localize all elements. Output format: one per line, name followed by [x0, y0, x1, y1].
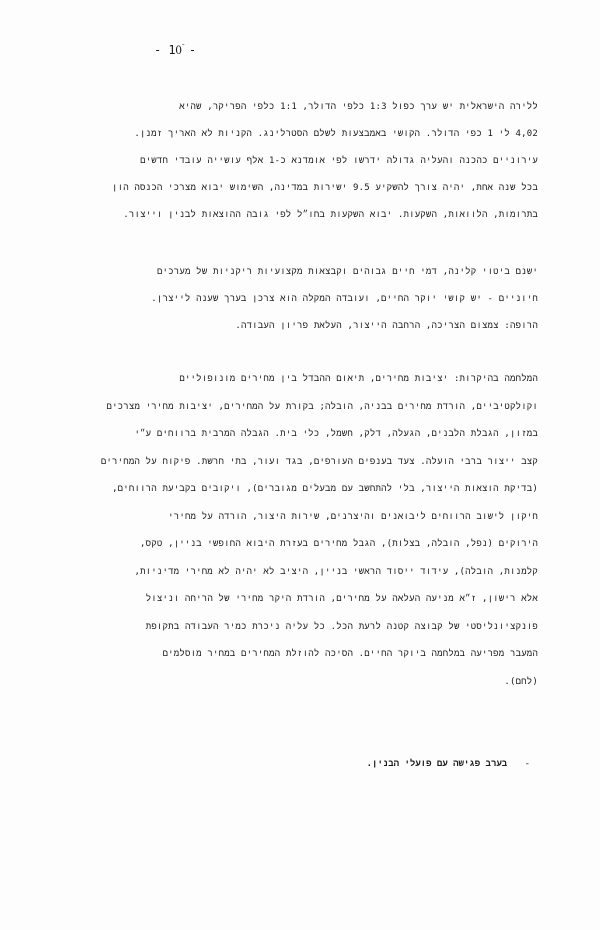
- text-line: ישנם ביטוי קלינה, דמי חיים גבוהים וקבצאות מקצועיות ריקניות של מערכים: [156, 267, 538, 277]
- text-line: חיקון לישוב הרווחים ליבואנים והיצרנים, שירות היצור, הורדה על מחירי: [168, 511, 538, 522]
- text-line: אלא רישון, ז״א מניעה העלאה על מחירים, הורדת היקר מחירי של הריחה וניצול: [145, 594, 538, 604]
- page-number: - 10ٙ -: [153, 43, 197, 57]
- paragraph-cost-of-living: [32, 265, 538, 346]
- text-line: ללירה הישראלית יש ערך כפול 1:3 כלפי הדולר, 1:1 כלפי הפריקר, שהיא: [179, 102, 538, 112]
- text-line: (לחם).: [504, 676, 538, 687]
- text-line: קלמנות, הובלה), עידוד ייסוד הראשי בניין, היציב לא יהיה לא מחירי מדיניות,: [134, 566, 538, 577]
- text-line: בכל שנה אחת, יהיה צורך להשקיע 9.5 ישירות במדינה, השימוש יבוא מצרכי הכנסה הון: [112, 183, 538, 193]
- closing-note: [367, 757, 530, 771]
- text-line: המעבר מפריעה במלחמה ביוקר החיים. הסיכה להוזלת המחירים במחיר מוסלמים: [162, 649, 538, 659]
- text-line: פונקציונליסטי של קבוצה קטנה לרעת הכל. כל עליה ניכרת כמיר העבודה בתקופת: [145, 621, 538, 632]
- text-line: המלחמה בהיקרות: יציבות מחירים, תיאום ההבדל בין מחירים מונופוליים: [179, 374, 538, 384]
- text-line: חיוניים - יש קושי יוקר החיים, ועובדה המקלה הוא צרכן בערך שענה לייצרן.: [151, 294, 538, 304]
- text-line: בתרומות, הלוואות, השקעות. יבוא השקעות בחו״ל לפי גובה ההוצאות לבנין וייצור.: [123, 210, 538, 220]
- text-line: הרופה: צמצום הצריכה, הרחבה הייצור, העלאת פריון העבודה.: [235, 321, 538, 331]
- text-line: הירוקים (נפל, הובלה, בצלות), הגבל מחירים בעזרת היבוא החופשי בניין, טקס,: [140, 539, 538, 549]
- closing-text: בערב פגישה עם פועלי הבנין.: [366, 759, 508, 769]
- paragraph-price-fight: [32, 372, 538, 702]
- text-line: במזון, הגבלת הלבנים, הגעלה, דלק, חשמל, כלי בית. הגבלה המרבית ברווחים ע״י: [134, 429, 538, 439]
- text-line: וקולקטיביים, הורדת מחירים בבניה, הובלה; בקורת על המחירים, יציבות מחירי מצרכים: [106, 401, 538, 412]
- closing-dash: -: [524, 759, 530, 769]
- text-line: קצב ייצור ברבי הועלה. צעד בענפים העורפים, בגד ועור, בתי חרשת. פיקוח על המחירים: [100, 456, 538, 467]
- text-line: עירוניים כהכנה והעליה גדולה ידרשו לפי אומדנא כ-1 אלף עושייה עובדי חדשים: [140, 156, 538, 166]
- paragraph-currency: [32, 100, 538, 235]
- text-line: 4,02 לי 1 כפי הדולר. הקושי באמבצעות לשלם הסטרלינג. הקניות לא האריך זמנן.: [134, 129, 538, 139]
- text-line: (בדיקת הוצאות הייצור, בלי להתחשב עם מבעלים מגוברים), ויקובים בקביעת הרווחים,: [112, 484, 538, 494]
